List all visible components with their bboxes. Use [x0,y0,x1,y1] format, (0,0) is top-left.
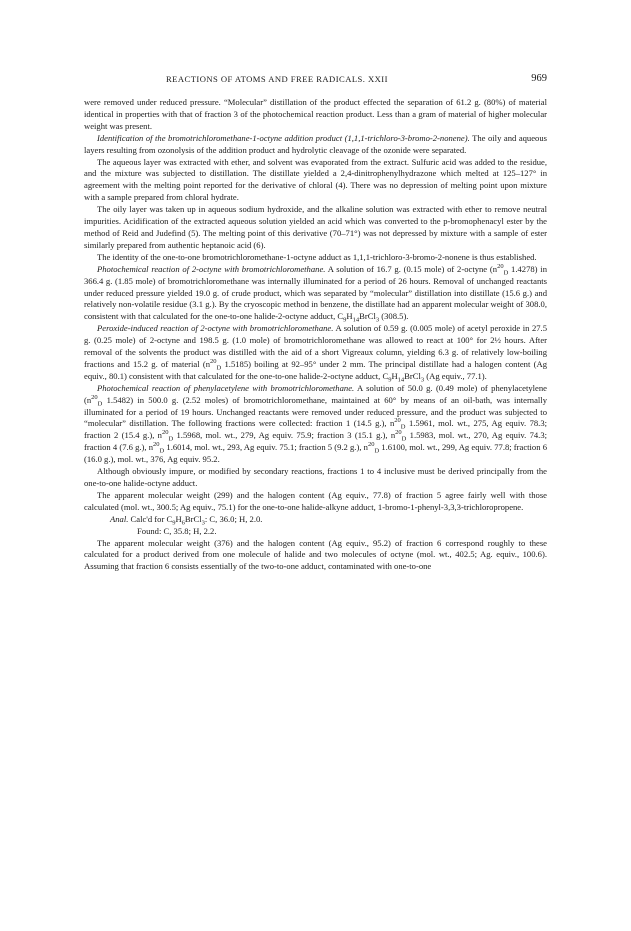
d-line-subscript: D [97,400,103,408]
paragraph-text: were removed under reduced pressure. “Molecular” distillation of the product effected the separation of 61.2 g. (80%) of material identical in properties with that of fraction 3 of the photochemical reaction product. Less than a gram of material of higher molecular weight was present. [84,97,547,131]
d-line-subscript: D [159,448,165,455]
section-heading: Photochemical reaction of 2-octyne with bromotrichloromethane. [97,263,326,274]
paragraph-text: 1.6014, mol. wt., 293, Ag equiv. 75.1; fraction 5 (9.2 g.), n [164,442,368,453]
refractive-index-symbol [367,441,380,455]
d-line-subscript: D [168,436,174,444]
formula-text: BrCl [404,370,421,381]
temperature-superscript: 20 [153,441,160,449]
paragraph-text: The aqueous layer was extracted with ether, and solvent was evaporated from the extract. Sulfuric acid was added to the residue, and the mixture was subjected to distillation. The distillate yielded a 2,4-dinitrophenylhydrazone which melted at 125–127° in agreement with the melting point reported for the derivative of chloral (4). There was no depression of melting point upon mixture with a sample prepared from chloral hydrate. [84,156,547,203]
formula-text: : C, 36.0; H, 2.0. [204,513,263,524]
paragraph-text: 1.5961, mol. wt., 275, Ag equiv. 78.3; fraction 2 (15.4 g.), n [84,418,548,441]
paragraph-text: 1.5482) in 500.0 g. (2.52 moles) of bromotrichloromethane, maintained at 60° by means of an oil-bath, was internally illuminated for a period of 19 hours. Unchanged reactants were removed under reduced pressure, and the product was subjected to “molecular” distillation. The following fractions were collected: fraction 1 (14.5 g.), n [84,394,547,429]
refractive-index-symbol [210,358,222,372]
paragraph-text: 1.6100, mol. wt., 299, Ag equiv. 77.8; fraction 6 (16.0 g.), mol. wt., 376, Ag equiv. 95.2. [84,442,547,465]
temperature-superscript: 20 [161,429,169,437]
formula-subscript: 6 [181,519,185,527]
refractive-index-symbol [497,262,509,277]
refractive-index-symbol [395,429,407,444]
paragraph-text: (308.5). [379,311,409,322]
paragraph-text: The oily layer was taken up in aqueous sodium hydroxide, and the alkaline solution was extracted with ether to remove neutral impurities. Acidification of the extracted aqueous solution yielded an acid which was converted to the p-bromophenacyl ester by the method of Reid and Judefind (5). The melting point of this derivative (70–71°) was not depressed by mixture with a sample of ester similarly prepared from authentic heptanoic acid (6). [84,204,547,250]
paragraph-text: A solution of 16.7 g. (0.15 mole) of 2-octyne (n [325,263,498,274]
paragraph [84,204,547,252]
formula-subscript: 9 [388,376,392,384]
paragraph [84,133,547,157]
section-heading: Identification of the bromotrichloromethane-1-octyne addition product (1,1,1-trichloro-3-bromo-2-nonene). [97,132,470,143]
paragraph [84,323,547,383]
formula-subscript: 9 [172,519,176,527]
temperature-superscript: 20 [367,441,375,449]
formula-text: Calc'd for C [128,513,173,524]
formula-subscript: 3 [201,519,205,527]
paragraph [84,383,547,466]
formula-subscript: 14 [352,317,360,325]
paragraph [84,538,547,574]
d-line-subscript: D [400,424,406,432]
paragraph [84,157,547,205]
paragraph-text: The identity of the one-to-one bromotrichloromethane-1-octyne adduct as 1,1,1-trichloro-3-bromo-2-nonene is thus established. [97,251,537,262]
formula-text: H [391,370,398,381]
paragraph-text: 1.4278) in 366.4 g. (1.85 mole) of bromotrichloromethane was internally illuminated for a period of 26 hours. Removal of unchanged reactants under reduced pressure yielded 19.0 g. of crude product, which was separated by “molecular” distillation into distillate (15.6 g.) and relatively non-volatile residue (3.1 g.). By the cryoscopic method in benzene, the distillate had an apparent molecular weight of 308.0, consistent with that calculated for the one-to-one halide-2-octyne adduct, C [84,263,547,322]
formula-subscript: 9 [343,317,347,325]
d-line-subscript: D [216,364,222,372]
section-heading: Photochemical reaction of phenylacetylene with bromotrichloromethane. [97,382,355,393]
formula-subscript: 14 [397,376,405,384]
analysis-found-text: Found: C, 35.8; H, 2.2. [137,525,217,536]
paragraph-text: The apparent molecular weight (376) and the halogen content (Ag equiv., 95.2) of fraction 6 correspond roughly to these calculated for a product derived from one molecule of halide and two molecules of octyne (mol. wt., 402.5; Ag. equiv., 100.6). Assuming that fraction 6 consists essentially of the two-to-one adduct, contaminated with one-to-one [84,537,547,572]
d-line-subscript: D [374,448,380,455]
body-text [84,97,547,573]
refractive-index-symbol [161,429,174,444]
formula-subscript: 3 [375,317,380,325]
formula-subscript: 3 [420,376,425,384]
formula-text: BrCl [359,311,376,322]
temperature-superscript: 20 [394,417,401,425]
paragraph [84,466,547,490]
paragraph-text: 1.5968, mol. wt., 279, Ag equiv. 75.9; fraction 3 (15.1 g.), n [173,430,396,441]
paragraph-text: A solution of 0.59 g. (0.005 mole) of acetyl peroxide in 27.5 g. (0.25 mole) of 2-octyne and 198.5 g. (1.0 mole) of bromotrichloromethane was allowed to react at 100° for 2½ hours. After removal of the solvents the product was distilled with the aid of a short Vigreaux column, yielding 6.3 g. of relatively low-boiling fractions and 15.2 g. of material (n [84,323,547,369]
temperature-superscript: 20 [497,262,504,270]
paragraph-text: 1.5983, mol. wt., 270, Ag equiv. 74.3; fraction 4 (7.6 g.), n [84,430,548,453]
paragraph-text: The apparent molecular weight (299) and the halogen content (Ag equiv., 77.8) of fraction 5 agree fairly well with those calculated (mol. wt., 300.5; Ag equiv., 75.1) for the one-to-one halide-alkyne adduct, 1-bromo-1-phenyl-3,3,3-trichloropropene. [84,489,547,512]
paragraph [84,490,547,514]
analysis-found [84,526,547,538]
paragraph-text: 1.5185) boiling at 92–95° under 2 mm. The principal distillate had a halogen content (Ag equiv., 80.1) consistent with that calculated for the one-to-one halide-2-octyne adduct, C [84,358,547,381]
section-heading: Peroxide-induced reaction of 2-octyne with bromotrichloromethane. [97,323,334,334]
temperature-superscript: 20 [210,358,217,366]
refractive-index-symbol [91,393,103,408]
temperature-superscript: 20 [91,393,98,401]
refractive-index-symbol [153,441,165,455]
temperature-superscript: 20 [395,429,402,437]
paragraph [84,97,547,133]
paragraph [84,252,547,264]
formula-text: H [175,513,182,524]
paragraph-text: Although obviously impure, or modified by secondary reactions, fractions 1 to 4 inclusive must be derived principally from the one-to-one halide-octyne adduct. [84,466,547,488]
page-header [84,74,547,88]
paragraph-text: The oily and aqueous layers resulting from ozonolysis of the addition product and hydrolytic cleavage of the ozonide were separated. [84,132,547,155]
d-line-subscript: D [503,269,509,277]
d-line-subscript: D [401,436,407,444]
running-head: REACTIONS OF ATOMS AND FREE RADICALS. XXII [166,74,388,84]
analysis-calculated [84,514,547,526]
formula-text: BrCl [184,513,202,524]
refractive-index-symbol [394,417,406,432]
paragraph-text: (Ag equiv., 77.1). [424,370,487,381]
formula-text: H [346,311,353,322]
page-number: 969 [531,73,547,84]
paragraph-text: A solution of 50.0 g. (0.49 mole) of phenylacetylene (n [84,382,547,405]
paragraph [84,264,547,324]
analysis-label: Anal. [110,513,129,524]
